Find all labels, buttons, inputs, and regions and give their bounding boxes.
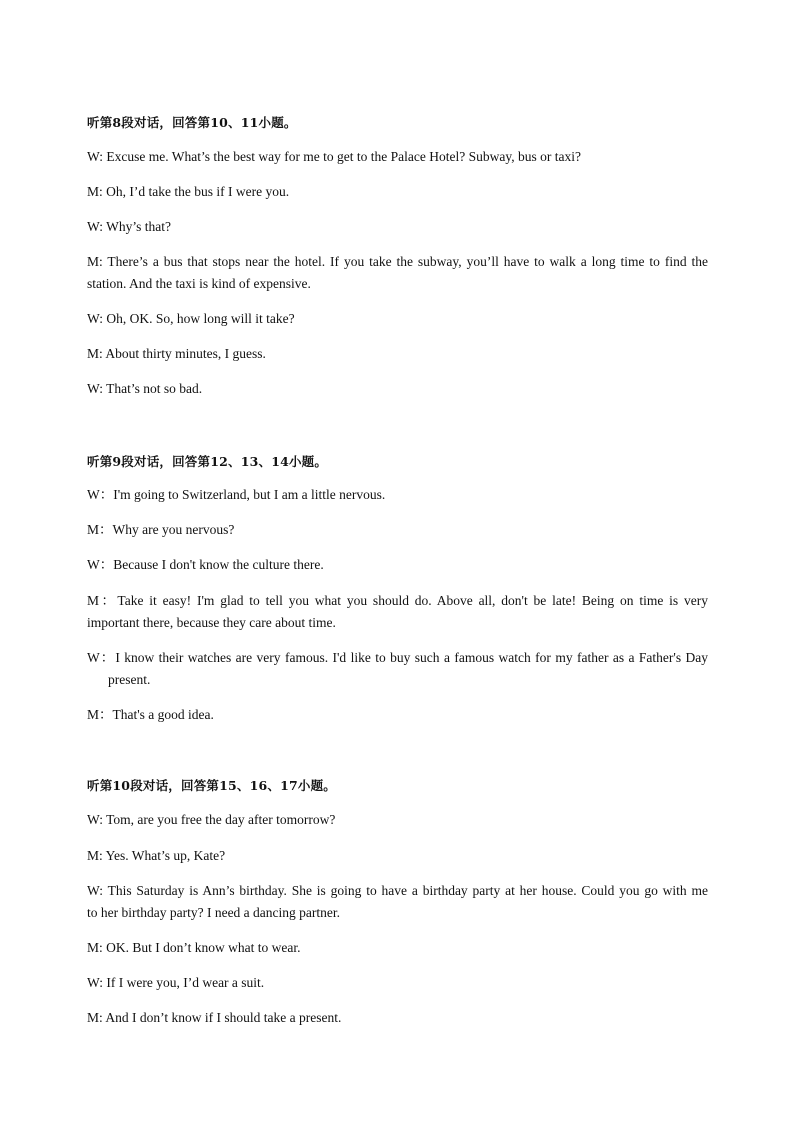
dialogue-line: W：Because I don't know the culture there. [87,557,324,572]
dialogue-line: W: If I were you, I’d wear a suit. [87,975,265,990]
dialogue-line: M: Yes. What’s up, Kate? [87,848,226,863]
section-heading-2: 听第9段对话，回答第12、13、14小题。 [87,454,328,469]
dialogue-paragraph [87,590,708,634]
dialogue-line: M：That's a good idea. [87,707,214,722]
section-heading-1: 听第8段对话，回答第10、11小题。 [87,115,297,130]
dialogue-line: M：Take it easy! I'm glad to tell you what you should do. Above all, don't be late! Being on time is very [87,593,708,608]
dialogue-line: W: This Saturday is Ann’s birthday. She is going to have a birthday party at her house. Could you go with me [87,883,708,898]
dialogue-paragraph [87,880,708,924]
dialogue-line: M: There’s a bus that stops near the hotel. If you take the subway, you’ll have to walk a long time to find the [87,254,708,269]
dialogue-line: M: About thirty minutes, I guess. [87,346,266,361]
dialogue-line: W: Why’s that? [87,219,171,234]
dialogue-line: M：Why are you nervous? [87,522,235,537]
dialogue-line: W: Oh, OK. So, how long will it take? [87,311,295,326]
dialogue-line: M: OK. But I don’t know what to wear. [87,940,301,955]
dialogue-line: W：I'm going to Switzerland, but I am a little nervous. [87,487,386,502]
section-heading-3: 听第10段对话，回答第15、16、17小题。 [87,778,336,793]
dialogue-line: M: Oh, I’d take the bus if I were you. [87,184,290,199]
dialogue-line: to her birthday party? I need a dancing partner. [87,905,341,920]
dialogue-line: M: And I don’t know if I should take a present. [87,1010,342,1025]
dialogue-line: W：I know their watches are very famous. I'd like to buy such a famous watch for my father as a Father's Day [87,650,708,665]
dialogue-line: W: Tom, are you free the day after tomorrow? [87,812,336,827]
dialogue-line: W: That’s not so bad. [87,381,203,396]
dialogue-line: station. And the taxi is kind of expensive. [87,276,311,291]
dialogue-line: W: Excuse me. What’s the best way for me to get to the Palace Hotel? Subway, bus or taxi? [87,149,581,164]
dialogue-line: important there, because they care about time. [87,615,336,630]
dialogue-paragraph [87,647,708,691]
dialogue-paragraph [87,251,708,295]
dialogue-line: present. [108,672,151,687]
